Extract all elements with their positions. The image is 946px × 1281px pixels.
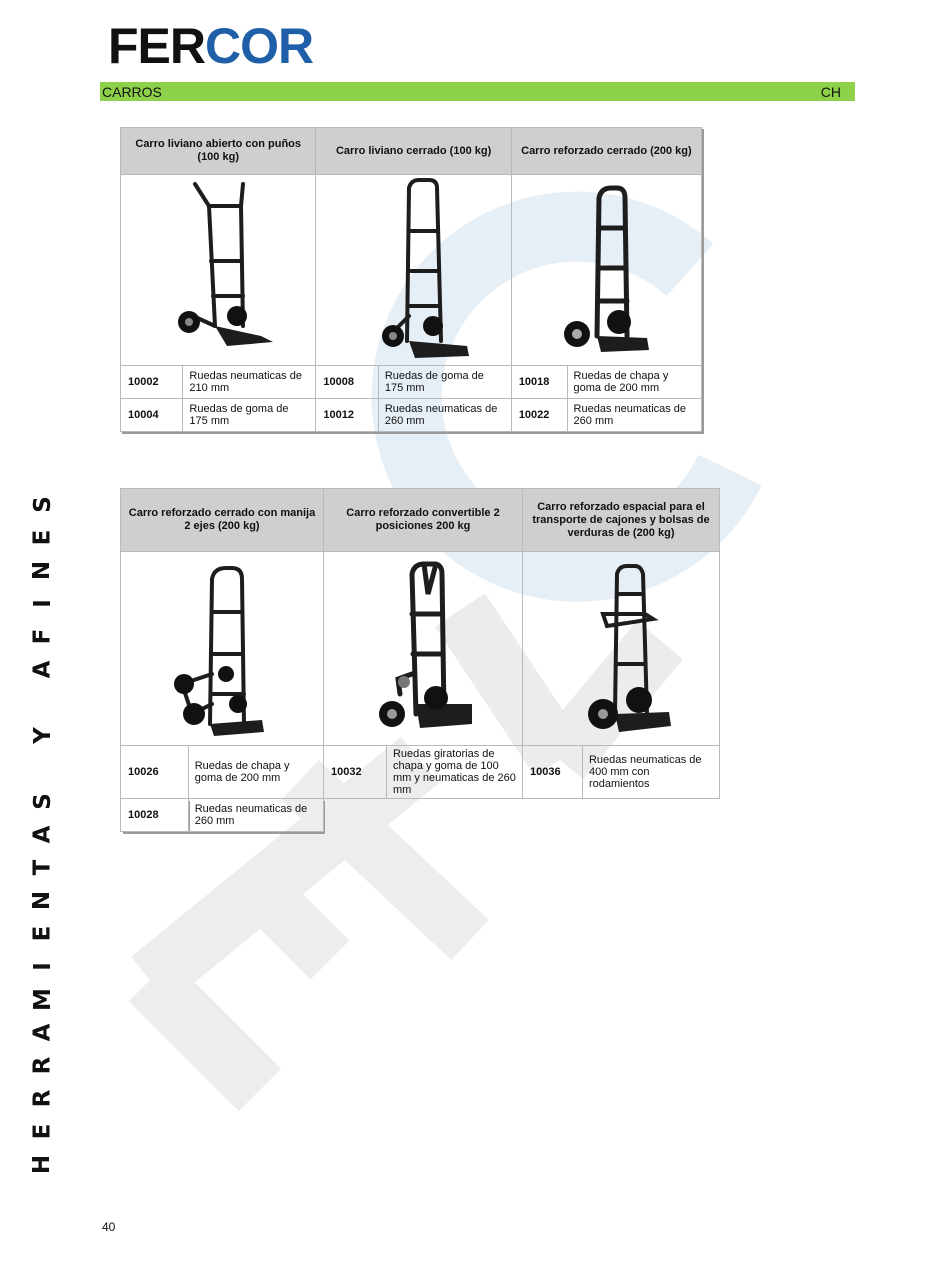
vertical-label-letter: A: [29, 1023, 56, 1042]
section-title: CARROS: [102, 83, 162, 100]
product-code: 10018: [511, 366, 567, 399]
product-title: Carro reforzado convertible 2 posiciones 200 kg: [323, 489, 522, 552]
vertical-label-letter: F: [29, 628, 56, 645]
product-code: 10004: [121, 399, 183, 432]
product-description: Ruedas neumaticas de 400 mm con rodamientos: [582, 746, 719, 799]
hand-truck-convertible-icon: [324, 554, 522, 740]
hand-truck-open-handles-icon: [123, 176, 313, 362]
vertical-label-letter: H: [29, 1154, 56, 1175]
product-title: Carro reforzado espacial para el transporte de cajones y bolsas de verduras de (200 kg): [522, 489, 719, 552]
page-number: 40: [102, 1220, 116, 1234]
vertical-label-letter: N: [29, 890, 56, 911]
vertical-label-letter: T: [29, 859, 56, 876]
product-table-2: [120, 488, 720, 832]
empty-cell: [323, 799, 719, 832]
fercor-logo: [108, 20, 313, 72]
product-description: Ruedas de chapa y goma de 200 mm: [567, 366, 701, 399]
vertical-label-letter: S: [29, 496, 56, 513]
vertical-label-letter: E: [29, 1123, 56, 1140]
product-code: 10002: [121, 366, 183, 399]
product-title: Carro liviano abierto con puños (100 kg): [121, 128, 316, 175]
product-description: Ruedas neumaticas de 260 mm: [567, 399, 701, 432]
product-description: Ruedas de goma de 175 mm: [378, 366, 511, 399]
vertical-label-letter: E: [29, 925, 56, 942]
logo-text-fer: FER: [108, 18, 205, 74]
product-code: 10028: [121, 799, 189, 832]
hand-truck-reinforced-icon: [513, 176, 699, 362]
product-code: 10032: [323, 746, 386, 799]
vertical-label-letter: I: [29, 962, 56, 971]
hand-truck-image: [121, 175, 316, 366]
vertical-label-letter: E: [29, 529, 56, 546]
hand-truck-closed-icon: [319, 176, 509, 362]
product-description: Ruedas giratorias de chapa y goma de 100 mm y neumaticas de 260 mm: [386, 746, 522, 799]
hand-truck-image: [121, 552, 324, 746]
vertical-label-letter: N: [29, 560, 56, 581]
vertical-label-letter: Y: [29, 727, 56, 744]
hand-truck-image: [316, 175, 511, 366]
product-code: 10026: [121, 746, 189, 799]
product-title: Carro reforzado cerrado (200 kg): [511, 128, 701, 175]
product-title: Carro reforzado cerrado con manija 2 ejes (200 kg): [121, 489, 324, 552]
vertical-label-letter: R: [29, 1056, 56, 1075]
product-code: 10036: [522, 746, 582, 799]
vertical-label-letter: A: [29, 825, 56, 844]
vertical-category-label: [30, 488, 56, 1181]
logo-text-cor: COR: [205, 18, 314, 74]
hand-truck-produce-icon: [523, 554, 719, 740]
product-code: 10012: [316, 399, 378, 432]
hand-truck-image: [511, 175, 701, 366]
vertical-label-letter: R: [29, 1089, 56, 1108]
product-description: Ruedas de chapa y goma de 200 mm: [188, 746, 323, 799]
vertical-label-letter: A: [29, 660, 56, 679]
vertical-label-letter: I: [29, 599, 56, 608]
product-description: Ruedas neumaticas de 260 mm: [378, 399, 511, 432]
vertical-label-letter: M: [29, 988, 56, 1011]
hand-truck-image: [323, 552, 522, 746]
product-description: Ruedas de goma de 175 mm: [183, 399, 316, 432]
product-code: 10008: [316, 366, 378, 399]
product-table-1: [120, 127, 702, 432]
vertical-label-letter: S: [29, 793, 56, 810]
section-code: CH: [820, 83, 841, 100]
product-code: 10022: [511, 399, 567, 432]
product-description: Ruedas neumaticas de 210 mm: [183, 366, 316, 399]
product-description: Ruedas neumaticas de 260 mm: [188, 799, 323, 832]
section-header-bar: [100, 82, 855, 101]
product-title: Carro liviano cerrado (100 kg): [316, 128, 511, 175]
hand-truck-image: [522, 552, 719, 746]
hand-truck-two-axle-icon: [122, 554, 322, 740]
